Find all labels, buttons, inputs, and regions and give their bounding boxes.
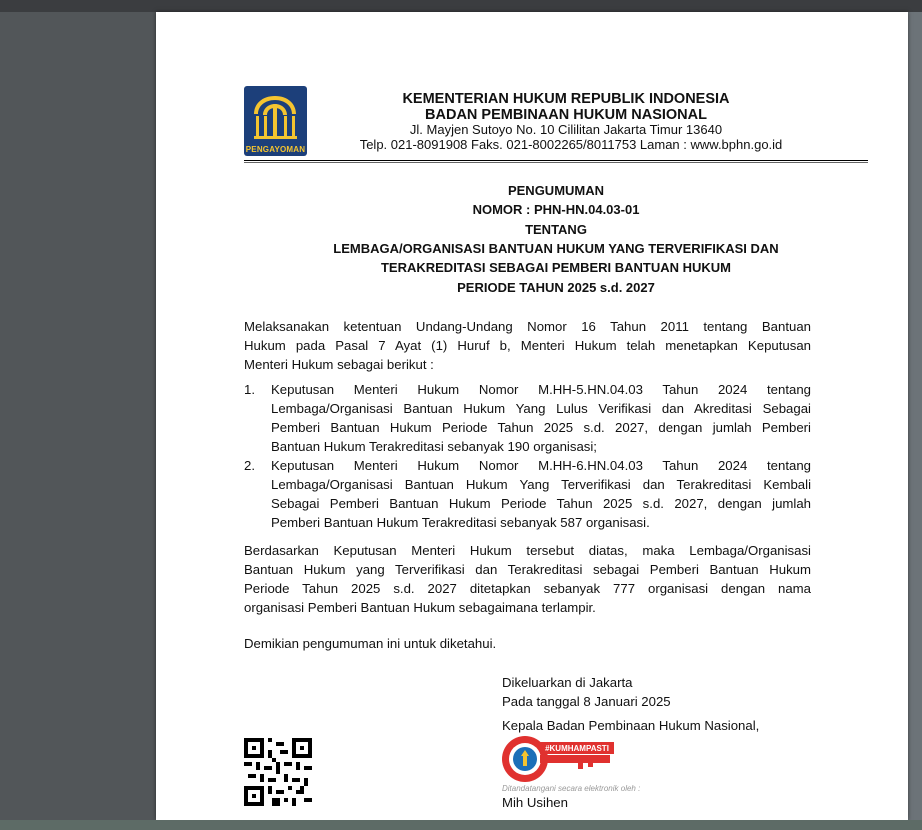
doc-subject-line-3: PERIODE TAHUN 2025 s.d. 2027 bbox=[457, 280, 655, 295]
list-item-line: Pemberi Bantuan Hukum Periode Tahun 2025 s.d. 2027, dengan jumlah Pemberi bbox=[271, 420, 811, 435]
document-page bbox=[156, 12, 908, 820]
ministry-name: KEMENTERIAN HUKUM REPUBLIK INDONESIA bbox=[402, 91, 730, 107]
doc-number: NOMOR : PHN-HN.04.03-01 bbox=[472, 202, 640, 217]
intro-line: Melaksanakan ketentuan Undang-Undang Nomor 16 Tahun 2011 tentang Bantuan bbox=[244, 319, 811, 334]
list-number: 2. bbox=[244, 458, 255, 473]
stamp-text: #KUMHAMPASTI bbox=[545, 744, 609, 753]
list-number: 1. bbox=[244, 382, 255, 397]
agency-contact: Telp. 021-8091908 Faks. 021-8002265/8011753 Laman : www.bphn.go.id bbox=[359, 137, 783, 152]
list-item-line: Keputusan Menteri Hukum Nomor M.HH-6.HN.04.03 Tahun 2024 tentang bbox=[271, 458, 811, 473]
issued-date: Pada tanggal 8 Januari 2025 bbox=[502, 694, 671, 709]
list-item bbox=[271, 456, 811, 532]
list-item-line: Keputusan Menteri Hukum Nomor M.HH-5.HN.04.03 Tahun 2024 tentang bbox=[271, 382, 811, 397]
agency-name: BADAN PEMBINAAN HUKUM NASIONAL bbox=[425, 107, 707, 123]
pengayoman-logo bbox=[244, 86, 307, 156]
list-item-line: Pemberi Bantuan Hukum Terakreditasi sebanyak 587 organisasi. bbox=[271, 515, 650, 530]
header-divider bbox=[244, 160, 868, 161]
esign-note: Ditandatangani secara elektronik oleh : bbox=[502, 784, 641, 793]
doc-subject-label: TENTANG bbox=[525, 222, 587, 237]
doc-title: PENGUMUMAN bbox=[507, 183, 605, 198]
closing-sentence: Demikian pengumuman ini untuk diketahui. bbox=[244, 636, 497, 651]
conclusion-paragraph bbox=[244, 541, 811, 617]
viewer-scroll-gutter[interactable] bbox=[908, 12, 922, 820]
intro-paragraph bbox=[244, 317, 811, 374]
qr-code bbox=[244, 738, 312, 806]
logo-caption: PENGAYOMAN bbox=[245, 145, 306, 154]
intro-line: Menteri Hukum sebagai berikut : bbox=[244, 357, 434, 372]
agency-address: Jl. Mayjen Sutoyo No. 10 Cililitan Jakarta Timur 13640 bbox=[409, 122, 723, 137]
kumhampasti-stamp bbox=[500, 734, 620, 784]
banyan-tree-icon bbox=[244, 86, 307, 144]
signatory-position: Kepala Badan Pembinaan Hukum Nasional, bbox=[502, 718, 760, 733]
intro-line: Hukum pada Pasal 7 Ayat (1) Huruf b, Menteri Hukum telah menetapkan Keputusan bbox=[244, 338, 811, 353]
viewer-top-bar bbox=[0, 0, 922, 12]
list-item-line: Bantuan Hukum Terakreditasi sebanyak 190 organisasi; bbox=[271, 439, 597, 454]
viewer-bottom-bar bbox=[0, 820, 922, 830]
conclusion-line: Bantuan Hukum yang Terverifikasi dan Terakreditasi sebagai Pemberi Bantuan Hukum bbox=[244, 562, 811, 577]
list-item bbox=[271, 380, 811, 456]
signatory-name: Mih Usihen bbox=[502, 795, 568, 810]
list-item-line: Lembaga/Organisasi Bantuan Hukum Yang Terverifikasi dan Terakreditasi Kembali bbox=[271, 477, 811, 492]
doc-subject-line-1: LEMBAGA/ORGANISASI BANTUAN HUKUM YANG TERVERIFIKASI DAN bbox=[333, 241, 779, 256]
conclusion-line: Periode Tahun 2025 s.d. 2027 ditetapkan sebanyak 777 organisasi dengan nama bbox=[244, 581, 811, 596]
issued-place: Dikeluarkan di Jakarta bbox=[502, 675, 633, 690]
list-item-line: Sebagai Pemberi Bantuan Hukum Periode Tahun 2025 s.d. 2027, dengan jumlah bbox=[271, 496, 811, 511]
conclusion-line: Berdasarkan Keputusan Menteri Hukum tersebut diatas, maka Lembaga/Organisasi bbox=[244, 543, 811, 558]
list-item-line: Lembaga/Organisasi Bantuan Hukum Yang Lulus Verifikasi dan Akreditasi Sebagai bbox=[271, 401, 811, 416]
header-divider-thin bbox=[244, 162, 868, 163]
conclusion-line: organisasi Pemberi Bantuan Hukum sebagaimana terlampir. bbox=[244, 600, 596, 615]
doc-subject-line-2: TERAKREDITASI SEBAGAI PEMBERI BANTUAN HUKUM bbox=[380, 260, 732, 275]
